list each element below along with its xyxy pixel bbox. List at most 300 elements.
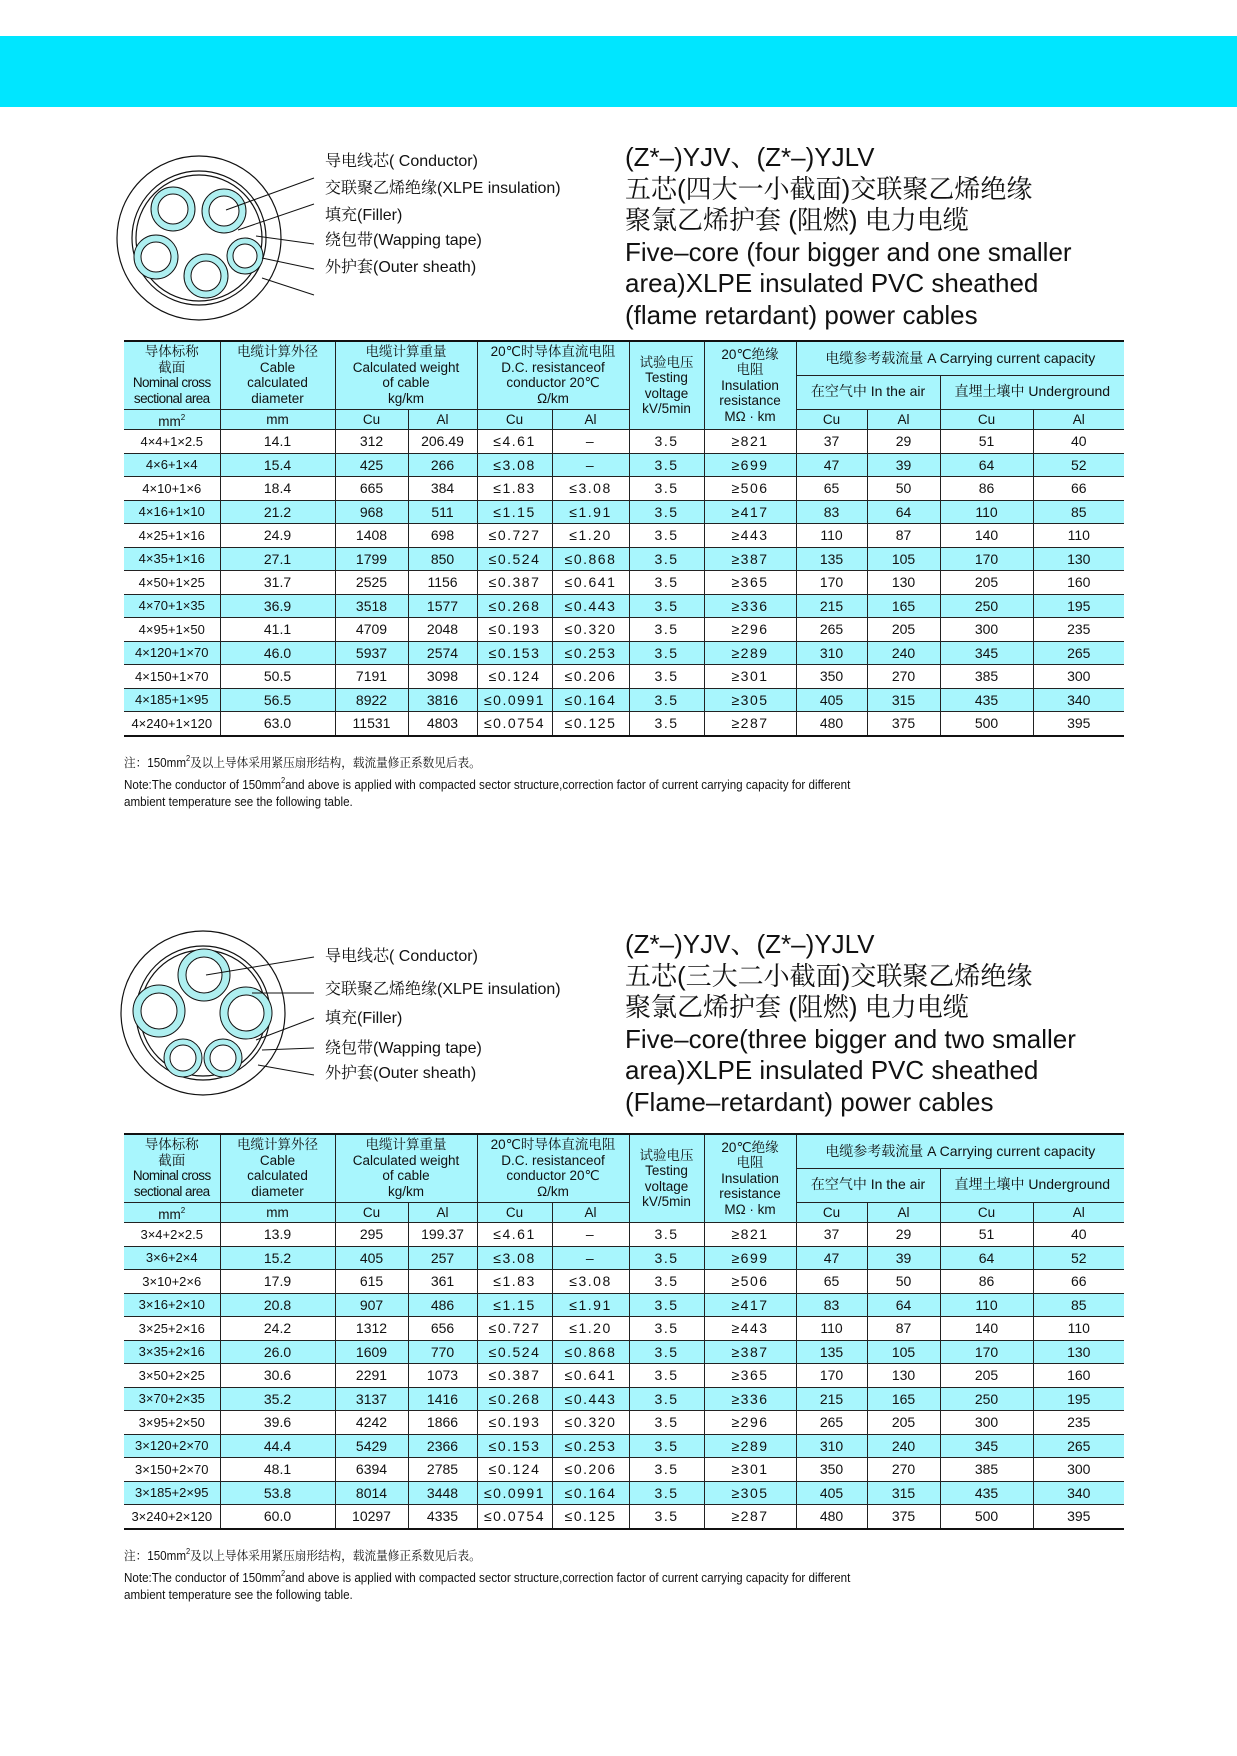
cell-test-voltage: 3.5 (629, 665, 704, 689)
cell-insulation-resistance: ≥301 (704, 1458, 796, 1482)
table-row (124, 524, 1124, 548)
cell-insulation-resistance: ≥336 (704, 594, 796, 618)
cell-diameter: 30.6 (220, 1364, 335, 1388)
cell-diameter: 60.0 (220, 1505, 335, 1529)
table-row (124, 571, 1124, 595)
cell-air-al: 87 (867, 524, 940, 548)
header-banner (0, 36, 1237, 107)
cell-resistance-al: ≤3.08 (552, 1270, 629, 1294)
cell-diameter: 15.2 (220, 1246, 335, 1270)
cell-test-voltage: 3.5 (629, 594, 704, 618)
cell-resistance-cu: ≤0.0991 (477, 1481, 552, 1505)
table-row (124, 712, 1124, 736)
header-carrying-capacity: 电缆参考载流量 A Carrying current capacity (796, 341, 1124, 375)
cell-diameter: 50.5 (220, 665, 335, 689)
cell-weight-al: 1416 (408, 1387, 477, 1411)
cell-insulation-resistance: ≥443 (704, 524, 796, 548)
footnote-cn: 注：$150mm^2$及以上导体采用紧压扇形结构，载流量修正系数见后表。 (124, 754, 481, 770)
cell-weight-al: 1156 (408, 571, 477, 595)
cell-size: 4×240+1×120 (124, 712, 220, 736)
cell-underground-al: 195 (1033, 594, 1124, 618)
cell-insulation-resistance: ≥287 (704, 712, 796, 736)
header-in-air: 在空气中 In the air (796, 1168, 940, 1202)
cell-underground-cu: 345 (940, 1434, 1033, 1458)
cell-size: 4×185+1×95 (124, 688, 220, 712)
cell-underground-cu: 64 (940, 453, 1033, 477)
cable-cross-section-diagram (110, 148, 610, 348)
cell-test-voltage: 3.5 (629, 524, 704, 548)
spec-table (124, 340, 1124, 737)
cell-diameter: 21.2 (220, 500, 335, 524)
header-cable-diameter: 电缆计算外径 Cable calculated diameter (220, 1134, 335, 1202)
cell-resistance-al: ≤0.320 (552, 618, 629, 642)
cell-test-voltage: 3.5 (629, 688, 704, 712)
cell-weight-cu: 1609 (335, 1340, 408, 1364)
cell-test-voltage: 3.5 (629, 712, 704, 736)
cell-air-cu: 135 (796, 1340, 867, 1364)
cell-diameter: 24.9 (220, 524, 335, 548)
cell-resistance-cu: ≤1.83 (477, 1270, 552, 1294)
cell-size: 3×16+2×10 (124, 1293, 220, 1317)
cell-insulation-resistance: ≥443 (704, 1317, 796, 1341)
cell-air-al: 165 (867, 594, 940, 618)
cell-size: 4×10+1×6 (124, 477, 220, 501)
header-resistance-cu: Cu (477, 409, 552, 430)
cell-underground-cu: 250 (940, 1387, 1033, 1411)
cell-underground-al: 235 (1033, 1411, 1124, 1435)
cell-insulation-resistance: ≥417 (704, 1293, 796, 1317)
label-wrapping-tape: 绕包带(Wapping tape) (325, 1040, 482, 1057)
cell-resistance-al: – (552, 1223, 629, 1247)
cell-air-al: 130 (867, 571, 940, 595)
cell-underground-al: 160 (1033, 1364, 1124, 1388)
cell-resistance-al: ≤0.641 (552, 571, 629, 595)
cell-underground-al: 340 (1033, 1481, 1124, 1505)
cell-size: 3×4+2×2.5 (124, 1223, 220, 1247)
cell-test-voltage: 3.5 (629, 1364, 704, 1388)
cell-diameter: 17.9 (220, 1270, 335, 1294)
cell-resistance-cu: ≤0.0991 (477, 688, 552, 712)
cell-resistance-cu: ≤1.15 (477, 500, 552, 524)
cell-underground-cu: 51 (940, 1223, 1033, 1247)
header-weight-cu: Cu (335, 409, 408, 430)
cell-insulation-resistance: ≥821 (704, 1223, 796, 1247)
title-en-line2: area)XLPE insulated PVC sheathed (625, 268, 1039, 298)
cell-air-cu: 310 (796, 641, 867, 665)
cell-size: 4×25+1×16 (124, 524, 220, 548)
cell-air-cu: 170 (796, 571, 867, 595)
cell-insulation-resistance: ≥305 (704, 1481, 796, 1505)
cell-test-voltage: 3.5 (629, 1387, 704, 1411)
cell-weight-cu: 2291 (335, 1364, 408, 1388)
cell-underground-cu: 205 (940, 571, 1033, 595)
cell-test-voltage: 3.5 (629, 1434, 704, 1458)
cell-size: 4×120+1×70 (124, 641, 220, 665)
footnote-en: Note:The conductor of $150mm^2and$ above is applied with compacted sector structure,correction factor of current carrying capacity for different (124, 1569, 851, 1585)
cell-underground-cu: 140 (940, 1317, 1033, 1341)
cell-test-voltage: 3.5 (629, 1246, 704, 1270)
cell-air-cu: 170 (796, 1364, 867, 1388)
cell-size: 3×150+2×70 (124, 1458, 220, 1482)
table-row (124, 618, 1124, 642)
cell-test-voltage: 3.5 (629, 477, 704, 501)
cell-test-voltage: 3.5 (629, 1223, 704, 1247)
cell-air-cu: 405 (796, 688, 867, 712)
cell-resistance-cu: ≤0.153 (477, 641, 552, 665)
cell-resistance-cu: ≤0.524 (477, 547, 552, 571)
cell-resistance-al: ≤0.443 (552, 1387, 629, 1411)
cell-underground-cu: 110 (940, 500, 1033, 524)
table-row (124, 1481, 1124, 1505)
table-row (124, 1246, 1124, 1270)
cell-underground-al: 395 (1033, 712, 1124, 736)
footnote-en-line2: ambient temperature see the following table. (124, 1588, 353, 1602)
cell-underground-cu: 500 (940, 712, 1033, 736)
cell-air-al: 205 (867, 618, 940, 642)
cell-underground-cu: 86 (940, 477, 1033, 501)
footnote-en: Note:The conductor of $150mm^2and$ above is applied with compacted sector structure,correction factor of current carrying capacity for different (124, 776, 851, 792)
cell-weight-al: 3448 (408, 1481, 477, 1505)
table-row (124, 430, 1124, 454)
cell-weight-cu: 4242 (335, 1411, 408, 1435)
cell-underground-al: 395 (1033, 1505, 1124, 1529)
cell-resistance-al: ≤0.320 (552, 1411, 629, 1435)
cell-resistance-al: ≤0.206 (552, 665, 629, 689)
cell-weight-al: 2785 (408, 1458, 477, 1482)
cell-resistance-al: ≤0.868 (552, 547, 629, 571)
footnote-cn: 注：$150mm^2$及以上导体采用紧压扇形结构，载流量修正系数见后表。 (124, 1547, 481, 1563)
header-underground: 直埋土壤中 Underground (940, 1168, 1124, 1202)
cell-size: 4×16+1×10 (124, 500, 220, 524)
cell-resistance-cu: ≤0.124 (477, 665, 552, 689)
cell-size: 3×6+2×4 (124, 1246, 220, 1270)
cell-air-al: 375 (867, 712, 940, 736)
cell-air-cu: 265 (796, 1411, 867, 1435)
cell-size: 3×95+2×50 (124, 1411, 220, 1435)
header-air-al: Al (867, 409, 940, 430)
cell-weight-al: 2574 (408, 641, 477, 665)
cell-air-al: 130 (867, 1364, 940, 1388)
cell-air-al: 50 (867, 1270, 940, 1294)
cell-air-cu: 65 (796, 477, 867, 501)
cell-weight-cu: 1312 (335, 1317, 408, 1341)
cell-weight-cu: 6394 (335, 1458, 408, 1482)
label-outer-sheath: 外护套(Outer sheath) (325, 1065, 477, 1082)
cell-size: 3×120+2×70 (124, 1434, 220, 1458)
header-resistance-al: Al (552, 409, 629, 430)
cell-test-voltage: 3.5 (629, 1505, 704, 1529)
cell-air-al: 64 (867, 500, 940, 524)
cell-insulation-resistance: ≥365 (704, 571, 796, 595)
cell-underground-cu: 385 (940, 1458, 1033, 1482)
cell-weight-cu: 10297 (335, 1505, 408, 1529)
cell-insulation-resistance: ≥296 (704, 1411, 796, 1435)
cell-air-al: 39 (867, 453, 940, 477)
cell-underground-al: 40 (1033, 430, 1124, 454)
cell-air-cu: 37 (796, 1223, 867, 1247)
cell-underground-al: 160 (1033, 571, 1124, 595)
cell-underground-cu: 300 (940, 618, 1033, 642)
cell-test-voltage: 3.5 (629, 1340, 704, 1364)
cell-resistance-cu: ≤0.124 (477, 1458, 552, 1482)
cell-test-voltage: 3.5 (629, 1317, 704, 1341)
cell-resistance-cu: ≤0.727 (477, 524, 552, 548)
header-nominal-section: 导体标称 截面 Nominal cross sectional area (124, 341, 220, 409)
cell-air-al: 105 (867, 547, 940, 571)
cell-weight-al: 1577 (408, 594, 477, 618)
cell-weight-cu: 405 (335, 1246, 408, 1270)
cell-weight-cu: 8922 (335, 688, 408, 712)
header-carrying-capacity: 电缆参考载流量 A Carrying current capacity (796, 1134, 1124, 1168)
cell-insulation-resistance: ≥289 (704, 641, 796, 665)
header-insulation-resistance: 20℃绝缘 电阻 Insulation resistance MΩ · km (704, 341, 796, 430)
header-resistance-cu: Cu (477, 1202, 552, 1223)
cell-weight-cu: 1408 (335, 524, 408, 548)
cell-resistance-cu: ≤4.61 (477, 430, 552, 454)
cell-underground-cu: 140 (940, 524, 1033, 548)
cell-underground-al: 66 (1033, 477, 1124, 501)
cell-weight-al: 257 (408, 1246, 477, 1270)
header-dc-resistance: 20℃时导体直流电阻 D.C. resistanceof conductor 20℃ Ω/km (477, 341, 629, 409)
cell-underground-al: 340 (1033, 688, 1124, 712)
title-cn-line2: 聚氯乙烯护套 (阻燃) 电力电缆 (625, 205, 969, 235)
cell-underground-al: 235 (1033, 618, 1124, 642)
cell-underground-al: 52 (1033, 453, 1124, 477)
cable-cross-section-diagram (110, 925, 610, 1125)
cell-resistance-al: – (552, 453, 629, 477)
cell-resistance-al: ≤0.125 (552, 712, 629, 736)
cell-air-cu: 65 (796, 1270, 867, 1294)
cell-test-voltage: 3.5 (629, 1411, 704, 1435)
table-row (124, 1364, 1124, 1388)
cell-weight-al: 4335 (408, 1505, 477, 1529)
cell-test-voltage: 3.5 (629, 453, 704, 477)
label-wrapping-tape: 绕包带(Wapping tape) (325, 232, 482, 249)
cell-diameter: 48.1 (220, 1458, 335, 1482)
cell-weight-cu: 425 (335, 453, 408, 477)
cell-air-al: 39 (867, 1246, 940, 1270)
cell-weight-cu: 5937 (335, 641, 408, 665)
header-weight-al: Al (408, 409, 477, 430)
cell-underground-al: 130 (1033, 1340, 1124, 1364)
cell-resistance-al: – (552, 1246, 629, 1270)
cell-underground-cu: 435 (940, 1481, 1033, 1505)
cell-underground-al: 195 (1033, 1387, 1124, 1411)
cell-insulation-resistance: ≥699 (704, 1246, 796, 1270)
cell-insulation-resistance: ≥289 (704, 1434, 796, 1458)
table-row (124, 1434, 1124, 1458)
title-en-line1: Five–core(three bigger and two smaller (625, 1023, 1076, 1054)
cell-diameter: 27.1 (220, 547, 335, 571)
cell-weight-cu: 312 (335, 430, 408, 454)
cell-air-cu: 37 (796, 430, 867, 454)
cell-resistance-al: ≤1.91 (552, 500, 629, 524)
cell-weight-al: 361 (408, 1270, 477, 1294)
cell-size: 3×35+2×16 (124, 1340, 220, 1364)
cell-weight-al: 384 (408, 477, 477, 501)
cell-weight-cu: 1799 (335, 547, 408, 571)
cell-air-cu: 350 (796, 665, 867, 689)
header-weight-al: Al (408, 1202, 477, 1223)
cell-resistance-cu: ≤0.727 (477, 1317, 552, 1341)
cell-resistance-cu: ≤4.61 (477, 1223, 552, 1247)
header-insulation-resistance: 20℃绝缘 电阻 Insulation resistance MΩ · km (704, 1134, 796, 1223)
title-cn-line1: 五芯(三大二小截面)交联聚乙烯绝缘 (625, 960, 1033, 991)
cell-underground-al: 110 (1033, 524, 1124, 548)
cell-insulation-resistance: ≥387 (704, 1340, 796, 1364)
cell-air-al: 240 (867, 641, 940, 665)
cell-diameter: 26.0 (220, 1340, 335, 1364)
label-outer-sheath: 外护套(Outer sheath) (325, 259, 477, 276)
header-unit-mm: mm (220, 409, 335, 430)
cell-resistance-al: ≤0.443 (552, 594, 629, 618)
table-row (124, 500, 1124, 524)
cell-resistance-cu: ≤0.268 (477, 594, 552, 618)
cell-underground-cu: 110 (940, 1293, 1033, 1317)
cell-test-voltage: 3.5 (629, 430, 704, 454)
header-unit-mm2: $mm^2$ (124, 409, 220, 430)
cell-resistance-cu: ≤0.268 (477, 1387, 552, 1411)
cell-insulation-resistance: ≥301 (704, 665, 796, 689)
cell-air-cu: 135 (796, 547, 867, 571)
header-underground-cu: Cu (940, 1202, 1033, 1223)
label-xlpe-insulation: 交联聚乙烯绝缘(XLPE insulation) (325, 180, 561, 197)
cell-resistance-cu: ≤0.387 (477, 1364, 552, 1388)
table-row (124, 594, 1124, 618)
cell-resistance-al: ≤0.253 (552, 641, 629, 665)
table-header (124, 341, 1124, 430)
table-row (124, 1387, 1124, 1411)
cell-air-cu: 47 (796, 1246, 867, 1270)
cell-underground-al: 265 (1033, 641, 1124, 665)
cell-underground-cu: 64 (940, 1246, 1033, 1270)
title-en-line2: area)XLPE insulated PVC sheathed (625, 1055, 1039, 1085)
cell-resistance-cu: ≤0.0754 (477, 1505, 552, 1529)
cell-weight-cu: 8014 (335, 1481, 408, 1505)
cell-diameter: 15.4 (220, 453, 335, 477)
header-resistance-al: Al (552, 1202, 629, 1223)
cell-air-cu: 83 (796, 500, 867, 524)
cell-size: 3×50+2×25 (124, 1364, 220, 1388)
cell-weight-al: 656 (408, 1317, 477, 1341)
cell-underground-al: 110 (1033, 1317, 1124, 1341)
cell-insulation-resistance: ≥387 (704, 547, 796, 571)
table-row (124, 1340, 1124, 1364)
footnote (124, 1543, 1063, 1604)
footnote-en-line2: ambient temperature see the following table. (124, 795, 353, 809)
cell-diameter: 13.9 (220, 1223, 335, 1247)
cell-insulation-resistance: ≥336 (704, 1387, 796, 1411)
header-weight-cu: Cu (335, 1202, 408, 1223)
cell-air-al: 105 (867, 1340, 940, 1364)
title-en-line3: (Flame–retardant) power cables (625, 1086, 994, 1117)
header-weight: 电缆计算重量 Calculated weight of cable kg/km (335, 341, 477, 409)
label-filler: 填充(Filler) (325, 1010, 403, 1027)
cell-air-cu: 110 (796, 1317, 867, 1341)
cell-underground-cu: 250 (940, 594, 1033, 618)
header-dc-resistance: 20℃时导体直流电阻 D.C. resistanceof conductor 20℃ Ω/km (477, 1134, 629, 1202)
cell-resistance-cu: ≤0.524 (477, 1340, 552, 1364)
cell-underground-cu: 345 (940, 641, 1033, 665)
cell-underground-al: 66 (1033, 1270, 1124, 1294)
cell-insulation-resistance: ≥821 (704, 430, 796, 454)
header-underground-cu: Cu (940, 409, 1033, 430)
cell-underground-cu: 385 (940, 665, 1033, 689)
cell-weight-al: 486 (408, 1293, 477, 1317)
cell-diameter: 63.0 (220, 712, 335, 736)
header-testing-voltage: 试验电压 Testing voltage kV/5min (629, 341, 704, 430)
cell-air-al: 270 (867, 665, 940, 689)
cell-weight-al: 199.37 (408, 1223, 477, 1247)
table-body (124, 430, 1124, 736)
table-row (124, 453, 1124, 477)
cell-underground-cu: 300 (940, 1411, 1033, 1435)
cell-resistance-cu: ≤0.0754 (477, 712, 552, 736)
cell-insulation-resistance: ≥417 (704, 500, 796, 524)
cell-underground-al: 40 (1033, 1223, 1124, 1247)
cell-resistance-al: ≤0.641 (552, 1364, 629, 1388)
cell-weight-cu: 2525 (335, 571, 408, 595)
cell-weight-cu: 295 (335, 1223, 408, 1247)
cell-weight-al: 850 (408, 547, 477, 571)
cell-diameter: 46.0 (220, 641, 335, 665)
cell-weight-cu: 7191 (335, 665, 408, 689)
cell-resistance-al: ≤0.164 (552, 1481, 629, 1505)
title-cn-line1: 五芯(四大一小截面)交联聚乙烯绝缘 (625, 173, 1033, 204)
cell-size: 4×35+1×16 (124, 547, 220, 571)
cell-size: 4×95+1×50 (124, 618, 220, 642)
cell-weight-cu: 907 (335, 1293, 408, 1317)
cell-underground-cu: 500 (940, 1505, 1033, 1529)
cell-weight-al: 1073 (408, 1364, 477, 1388)
table-row (124, 547, 1124, 571)
cell-air-al: 165 (867, 1387, 940, 1411)
cell-diameter: 14.1 (220, 430, 335, 454)
cell-air-al: 29 (867, 430, 940, 454)
header-unit-mm2: $mm^2$ (124, 1202, 220, 1223)
cell-resistance-cu: ≤0.193 (477, 618, 552, 642)
cell-weight-al: 2366 (408, 1434, 477, 1458)
cell-insulation-resistance: ≥506 (704, 1270, 796, 1294)
table-row (124, 688, 1124, 712)
cell-underground-cu: 86 (940, 1270, 1033, 1294)
table-row (124, 477, 1124, 501)
cell-weight-al: 266 (408, 453, 477, 477)
section-title (625, 929, 1145, 1118)
table-row (124, 1223, 1124, 1247)
cell-underground-al: 265 (1033, 1434, 1124, 1458)
header-in-air: 在空气中 In the air (796, 375, 940, 409)
cell-test-voltage: 3.5 (629, 571, 704, 595)
title-en-line3: (flame retardant) power cables (625, 299, 978, 330)
cell-weight-cu: 4709 (335, 618, 408, 642)
cell-weight-cu: 11531 (335, 712, 408, 736)
cell-underground-al: 52 (1033, 1246, 1124, 1270)
cell-test-voltage: 3.5 (629, 1458, 704, 1482)
header-underground-al: Al (1033, 1202, 1124, 1223)
table-row (124, 1270, 1124, 1294)
cell-resistance-al: ≤1.91 (552, 1293, 629, 1317)
cell-diameter: 35.2 (220, 1387, 335, 1411)
cell-test-voltage: 3.5 (629, 1270, 704, 1294)
cell-weight-al: 511 (408, 500, 477, 524)
title-en-line1: Five–core (four bigger and one smaller (625, 236, 1072, 267)
cell-test-voltage: 3.5 (629, 618, 704, 642)
cell-underground-cu: 170 (940, 1340, 1033, 1364)
cell-weight-cu: 3137 (335, 1387, 408, 1411)
cell-insulation-resistance: ≥296 (704, 618, 796, 642)
cell-resistance-al: – (552, 430, 629, 454)
